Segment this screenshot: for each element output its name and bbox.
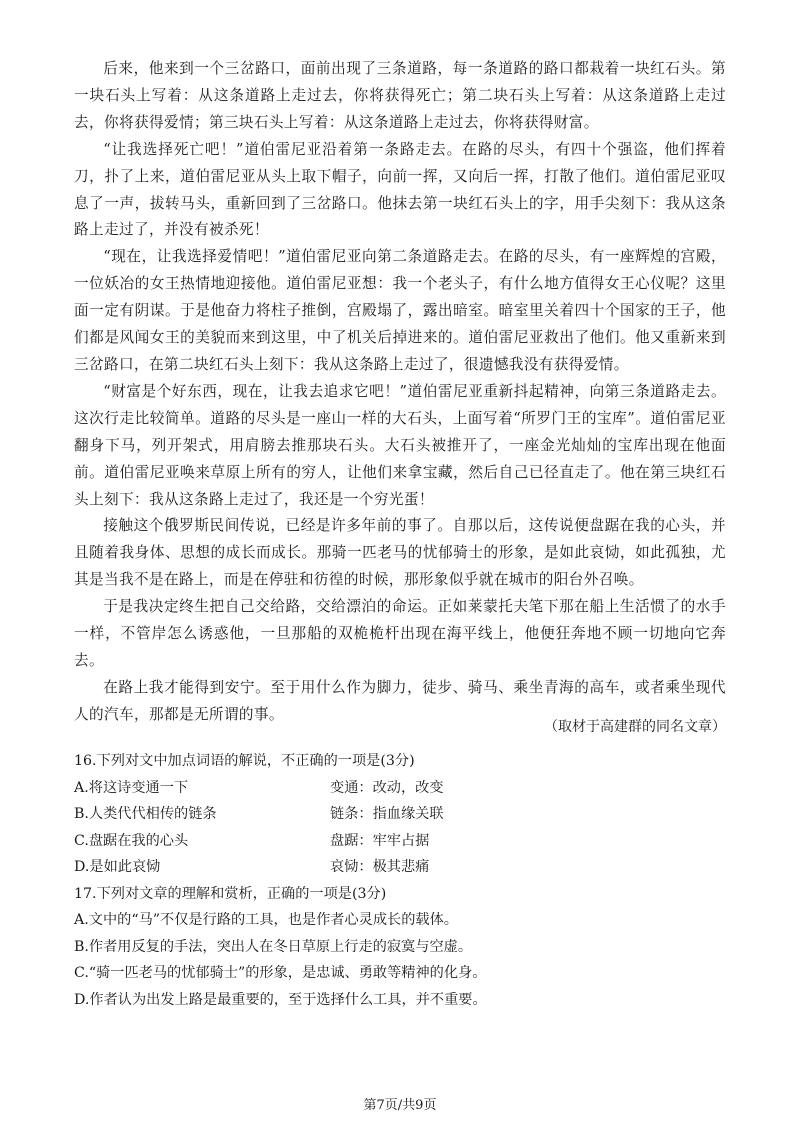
option-a-phrase: A.将这诗变通一下 xyxy=(74,779,189,796)
question-17-stem: 17.下列对文章的理解和赏析，正确的一项是(3分) xyxy=(74,885,387,902)
passage-paragraph-7: 在路上我才能得到安宁。至于用什么作为脚力，徒步、骑马、乘坐青海的高车，或者乘坐现代人的汽车，那都是无所谓的事。 xyxy=(74,678,726,723)
passage-paragraph-6: 于是我决定终生把自己交给路，交给漂泊的命运。正如莱蒙托夫笔下那在船上生活惯了的水手一样，不管岸怎么诱惑他，一旦那船的双桅桅杆出现在海平线上，他便狂奔地不顾一切地向它奔去。 xyxy=(74,598,726,669)
question-17-option-b: B.作者用反复的手法，突出人在冬日草原上行走的寂寞与空虚。 xyxy=(74,938,473,955)
option-a-explanation: 变通：改动，改变 xyxy=(330,779,444,796)
questions-section xyxy=(74,748,726,1013)
option-c-explanation: 盘踞：牢牢占据 xyxy=(330,832,430,849)
passage-paragraph-5: 接触这个俄罗斯民间传说，已经是许多年前的事了。自那以后，这传说便盘踞在我的心头，并且随着我身体、思想的成长而成长。那骑一匹老马的忧郁骑士的形象，是如此哀恸，如此孤独，尤其是当我不是在路上，而是在停驻和彷徨的时候，那形象似乎就在城市的阳台外召唤。 xyxy=(74,517,726,589)
question-17-option-d: D.作者认为出发上路是最重要的，至于选择什么工具，并不重要。 xyxy=(74,991,487,1008)
reading-passage xyxy=(74,56,726,729)
question-16-option-b xyxy=(74,801,726,828)
passage-paragraph-3: “现在，让我选择爱情吧！”道伯雷尼亚向第二条道路走去。在路的尽头，有一座辉煌的宫殿，一位妖冶的女王热情地迎接他。道伯雷尼亚想：我一个老头子，有什么地方值得女王心仪呢？这里面一定有阴谋。于是他奋力将柱子推倒，宫殿塌了，露出暗室。暗室里关着四十个国家的王子，他们都是风闻女王的美貌而来到这里，中了机关后掉进来的。道伯雷尼亚救出了他们。他又重新来到三岔路口，在第二块红石头上刻下：我从这条路上走过了，很遗憾我没有获得爱情。 xyxy=(74,248,726,373)
option-d-explanation: 哀恸：极其悲痛 xyxy=(330,859,430,875)
question-16-option-d xyxy=(74,854,726,881)
passage-paragraph-4: “财富是个好东西，现在，让我去追求它吧！”道伯雷尼亚重新抖起精神，向第三条道路走去。这次行走比较简单。道路的尽头是一座山一样的大石头，上面写着“所罗门王的宝库”。道伯雷尼亚翻身下马，列开架式，用肩膀去推那块石头。大石头被推开了，一座金光灿灿的宝库出现在他面前。道伯雷尼亚唤来草原上所有的穷人，让他们来拿宝藏，然后自己已径直走了。他在第三块红石头上刻下：我从这条路上走过了，我还是一个穷光蛋！ xyxy=(74,382,726,508)
question-16-option-a xyxy=(74,775,726,802)
passage-paragraph-2: “让我选择死亡吧！”道伯雷尼亚沿着第一条路走去。在路的尽头，有四十个强盗，他们挥着刀，扑了上来，道伯雷尼亚从头上取下帽子，向前一挥，又向后一挥，打散了他们。道伯雷尼亚叹息了一声，拔转马头，重新回到了三岔路口。他抹去第一块红石头上的字，用手尖刻下：我从这条路上走过了，并没有被杀死！ xyxy=(74,140,726,239)
passage-source: （取材于高建群的同名文章） xyxy=(544,719,726,735)
passage-paragraph-1: 后来，他来到一个三岔路口，面前出现了三条道路，每一条道路的路口都栽着一块红石头。第一块石头上写着：从这条道路上走过去，你将获得死亡；第二块石头上写着：从这条道路上走过去，你将获得爱情；第三块石头上写着：从这条道路上走过去，你将获得财富。 xyxy=(74,60,726,131)
option-b-phrase: B.人类代代相传的链条 xyxy=(74,806,217,822)
question-17-option-a: A.文中的“马”不仅是行路的工具，也是作者心灵成长的载体。 xyxy=(74,912,458,928)
question-16-option-c xyxy=(74,828,726,855)
question-17-option-c: C.“骑一匹老马的忧郁骑士”的形象，是忠诚、勇敢等精神的化身。 xyxy=(74,965,487,981)
option-d-phrase: D.是如此哀恸 xyxy=(74,859,161,875)
question-16-stem: 16.下列对文中加点词语的解说，不正确的一项是(3分) xyxy=(74,753,415,769)
option-b-explanation: 链条：指血缘关联 xyxy=(330,806,444,822)
page-number: 第7页/共9页 xyxy=(363,1098,437,1113)
option-c-phrase: C.盘踞在我的心头 xyxy=(74,832,189,849)
